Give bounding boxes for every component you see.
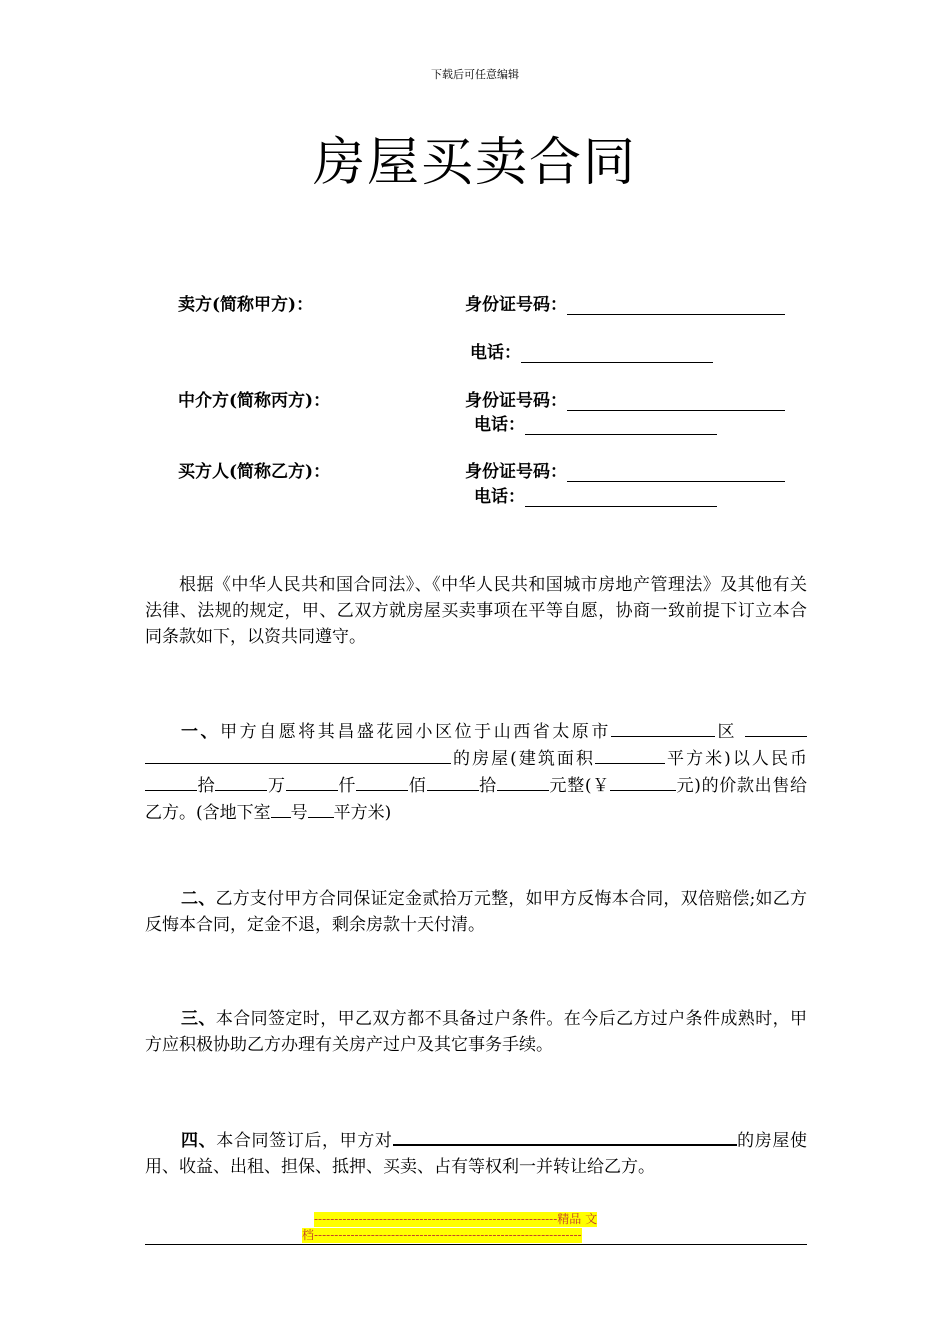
agent-id-label: 身份证号码： [465,391,567,411]
digit-shi-2: 拾 [478,776,497,796]
price-field-5[interactable] [427,772,479,791]
clause-1 [145,718,807,826]
clause-3 [145,1006,807,1058]
price-field-1[interactable] [145,772,197,791]
footer-divider [145,1244,807,1245]
clause-1-hao: 号 [290,803,308,823]
buyer-phone-field[interactable] [525,490,717,507]
buyer-label: 买方人(简称乙方)： [178,462,331,482]
clause-1-basement-label: 元)的价款出售给乙方。(含地下室 [145,776,808,823]
page-header-note: 下载后可任意编辑 [431,68,519,81]
digit-shi-1: 拾 [197,776,216,796]
clause-1-area-label: 的房屋(建筑面积 [451,749,596,769]
seller-phone-row [470,338,713,363]
address-field-b[interactable] [145,745,451,764]
clause-1-price-label: 平方米)以人民币 [665,749,807,769]
clause-4-text-b: 的房屋使用、收益、出租、担保、抵押、买卖、占有等权利一并转让给乙方。 [145,1131,807,1177]
digit-qian: 仟 [337,776,357,796]
price-field-3[interactable] [286,772,338,791]
address-field-a[interactable] [745,718,807,737]
document-title: 房屋买卖合同 [312,133,637,193]
property-address-field[interactable] [393,1126,737,1146]
clause-2 [145,886,807,938]
agent-id-field[interactable] [567,394,785,411]
seller-phone-field[interactable] [521,346,713,363]
city-district-field[interactable] [611,718,715,737]
digit-bai: 佰 [408,776,427,796]
agent-id-row [465,386,785,411]
clause-4-number: 四、 [181,1131,217,1151]
clause-2-number: 二、 [181,889,216,909]
basement-number-field[interactable] [271,799,291,818]
clause-1-number: 一、 [181,722,221,742]
seller-id-field[interactable] [567,298,785,315]
agent-label: 中介方(简称丙方)： [178,391,331,411]
agent-phone-label: 电话： [474,415,525,435]
clause-1-text: 甲方自愿将其昌盛花园小区位于山西省太原市 [220,722,611,742]
seller-phone-label: 电话： [470,343,521,363]
digit-yuan: 元整(￥ [548,776,610,796]
clause-1-district: 区 [714,722,738,742]
seller-id-row [465,290,785,315]
watermark-line-1: ------------------------------------------------------------精品 文 [314,1212,598,1226]
buyer-id-label: 身份证号码： [465,462,567,482]
digit-wan: 万 [267,776,286,796]
buyer-phone-label: 电话： [474,487,525,507]
clause-1-end: 平方米) [333,803,392,823]
clause-2-text: 乙方支付甲方合同保证定金贰拾万元整，如甲方反悔本合同，双倍赔偿;如乙方反悔本合同，定金不退，剩余房款十天付清。 [145,889,808,935]
price-field-2[interactable] [215,772,267,791]
price-field-6[interactable] [497,772,549,791]
seller-label: 卖方(简称甲方)： [178,295,314,315]
area-field[interactable] [595,745,665,764]
agent-phone-field[interactable] [525,418,717,435]
seller-id-label: 身份证号码： [465,295,567,315]
clause-4-text-a: 本合同签订后，甲方对 [216,1131,393,1151]
intro-paragraph: 根据《中华人民共和国合同法》、《中华人民共和国城市房地产管理法》及其他有关法律、法规的规定，甲、乙双方就房屋买卖事项在平等自愿，协商一致前提下订立本合同条款如下，以资共同遵守。 [145,575,807,647]
buyer-id-field[interactable] [567,465,785,482]
clause-3-number: 三、 [181,1009,216,1029]
price-numeric-field[interactable] [610,772,676,791]
basement-area-field[interactable] [308,799,334,818]
watermark-line-2: 档------------------------------------------------------------------ [302,1228,582,1242]
price-field-4[interactable] [356,772,408,791]
agent-phone-row [474,410,717,435]
buyer-id-row [465,457,785,482]
buyer-phone-row [474,482,717,507]
clause-4 [145,1126,807,1180]
clause-3-text: 本合同签定时，甲乙双方都不具备过户条件。在今后乙方过户条件成熟时，甲方应积极协助乙方办理有关房产过户及其它事务手续。 [145,1009,808,1055]
